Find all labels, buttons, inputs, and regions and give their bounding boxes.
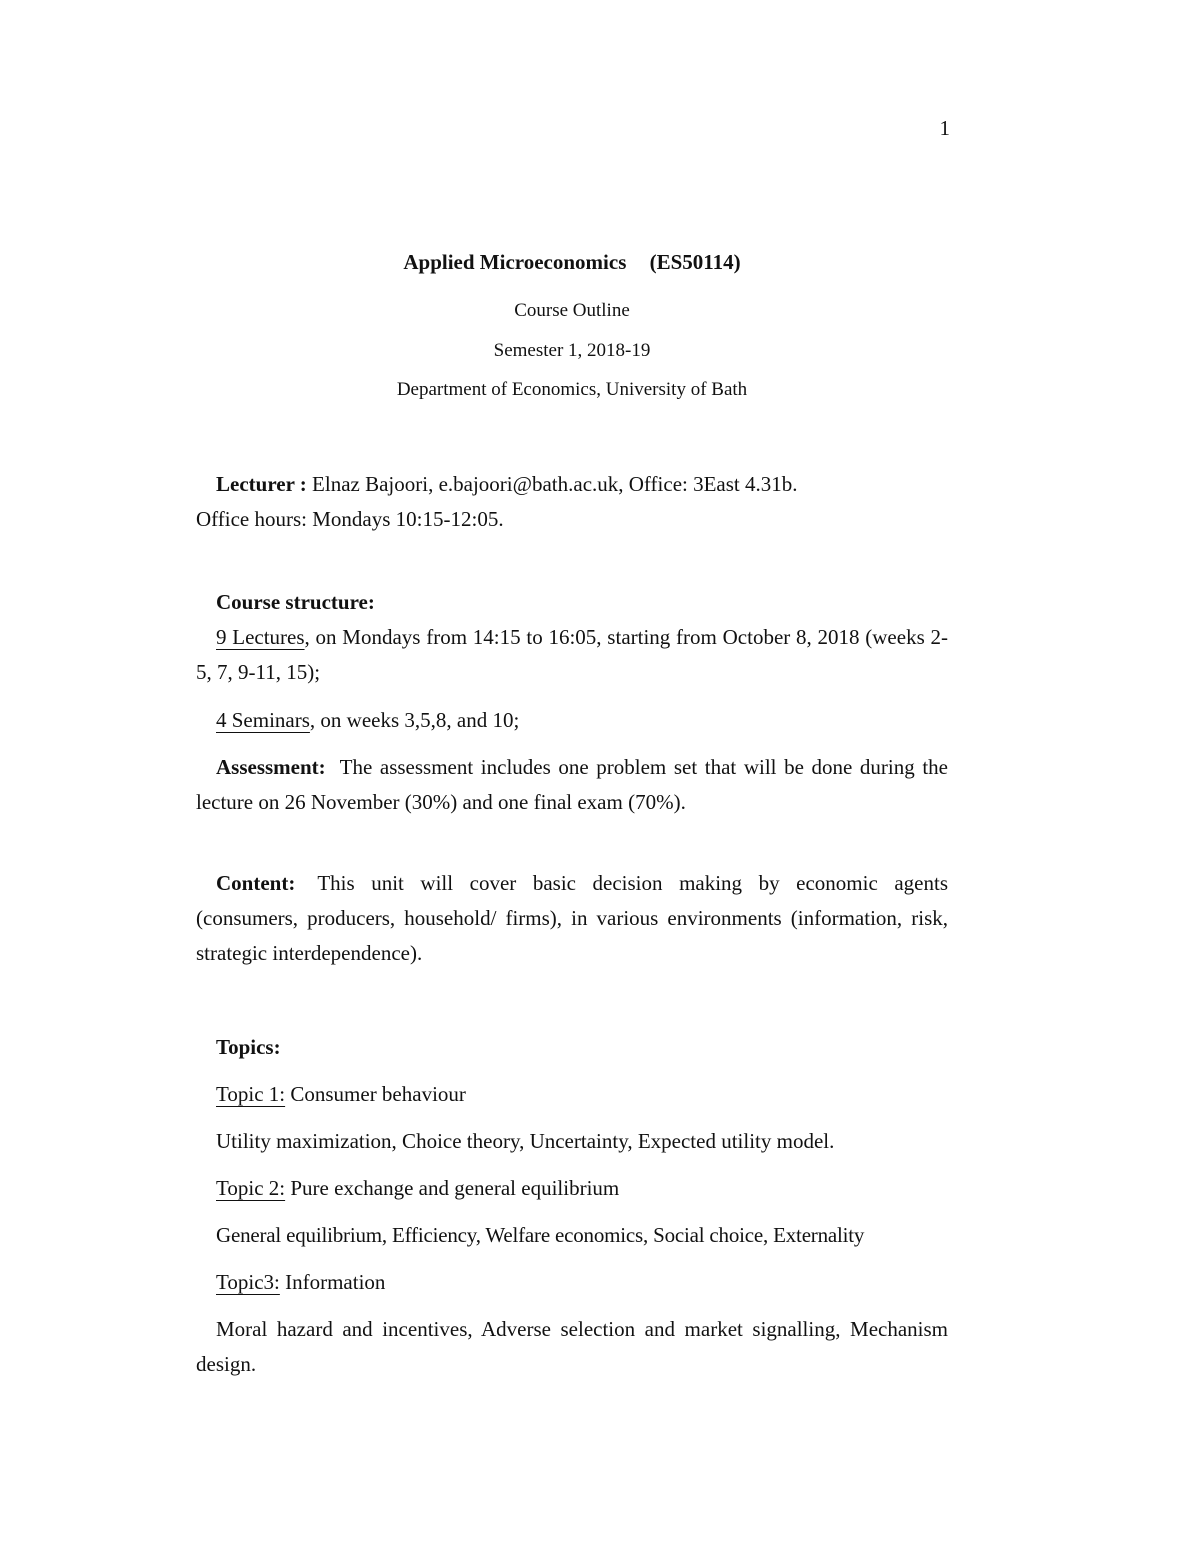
- lectures-paragraph: [196, 620, 948, 690]
- semester-line: Semester 1, 2018-19: [493, 340, 651, 361]
- lecturer-line: [196, 467, 948, 502]
- lectures-text: , on Mondays from 14:15 to 16:05, starting from October 8, 2018 (weeks 2-5, 7, 9-11, 15);: [196, 625, 948, 684]
- topic-2-title: [196, 1171, 968, 1206]
- content-text: This unit will cover basic decision making by economic agents (consumers, producers, household/ firms), in various environments (information, risk, strategic interdependence).: [196, 871, 948, 965]
- seminars-paragraph: [196, 703, 948, 738]
- topic-2-label: Topic 2:: [216, 1176, 286, 1200]
- office-hours: Office hours: Mondays 10:15-12:05.: [196, 507, 504, 531]
- course-code: (ES50114): [649, 250, 741, 274]
- course-name: Applied Microeconomics: [403, 250, 627, 274]
- lecturer-section: [196, 467, 948, 537]
- course-structure-heading: Course structure:: [216, 590, 375, 614]
- topic-3-title: [196, 1265, 968, 1300]
- course-structure-section: [196, 585, 948, 690]
- topic-3-label: Topic3:: [216, 1270, 280, 1294]
- document-subtitle: Course Outline: [514, 300, 630, 321]
- page-number: 1: [939, 116, 950, 140]
- topic-1-title: [196, 1077, 968, 1112]
- topic-3-name: Information: [279, 1270, 386, 1294]
- lecturer-label: Lecturer :: [216, 472, 307, 496]
- assessment-text: The assessment includes one problem set that will be done during the lecture on 26 November (30%) and one final exam (70%).: [196, 755, 948, 814]
- assessment-paragraph: [196, 750, 948, 820]
- seminars-text: , on weeks 3,5,8, and 10;: [309, 708, 520, 732]
- topic-2-name: Pure exchange and general equilibrium: [285, 1176, 620, 1200]
- topic-1-label: Topic 1:: [216, 1082, 286, 1106]
- lecturer-details: Elnaz Bajoori, e.bajoori@bath.ac.uk, Office: 3East 4.31b.: [306, 472, 798, 496]
- lectures-link: 9 Lectures: [216, 625, 305, 649]
- content-label: Content:: [216, 871, 296, 895]
- assessment-label: Assessment:: [216, 755, 326, 779]
- content-paragraph: [196, 866, 948, 971]
- topics-heading: Topics:: [216, 1035, 281, 1059]
- topic-3-description: Moral hazard and incentives, Adverse selection and market signalling, Mechanism design.: [196, 1317, 948, 1376]
- document-title: [196, 250, 948, 275]
- seminars-link: 4 Seminars: [216, 708, 310, 732]
- topic-1-name: Consumer behaviour: [285, 1082, 466, 1106]
- department-line: Department of Economics, University of Bath: [396, 379, 748, 400]
- topic-2-description: General equilibrium, Efficiency, Welfare economics, Social choice, Externality: [216, 1223, 865, 1247]
- topic-1-description: Utility maximization, Choice theory, Uncertainty, Expected utility model.: [216, 1129, 835, 1153]
